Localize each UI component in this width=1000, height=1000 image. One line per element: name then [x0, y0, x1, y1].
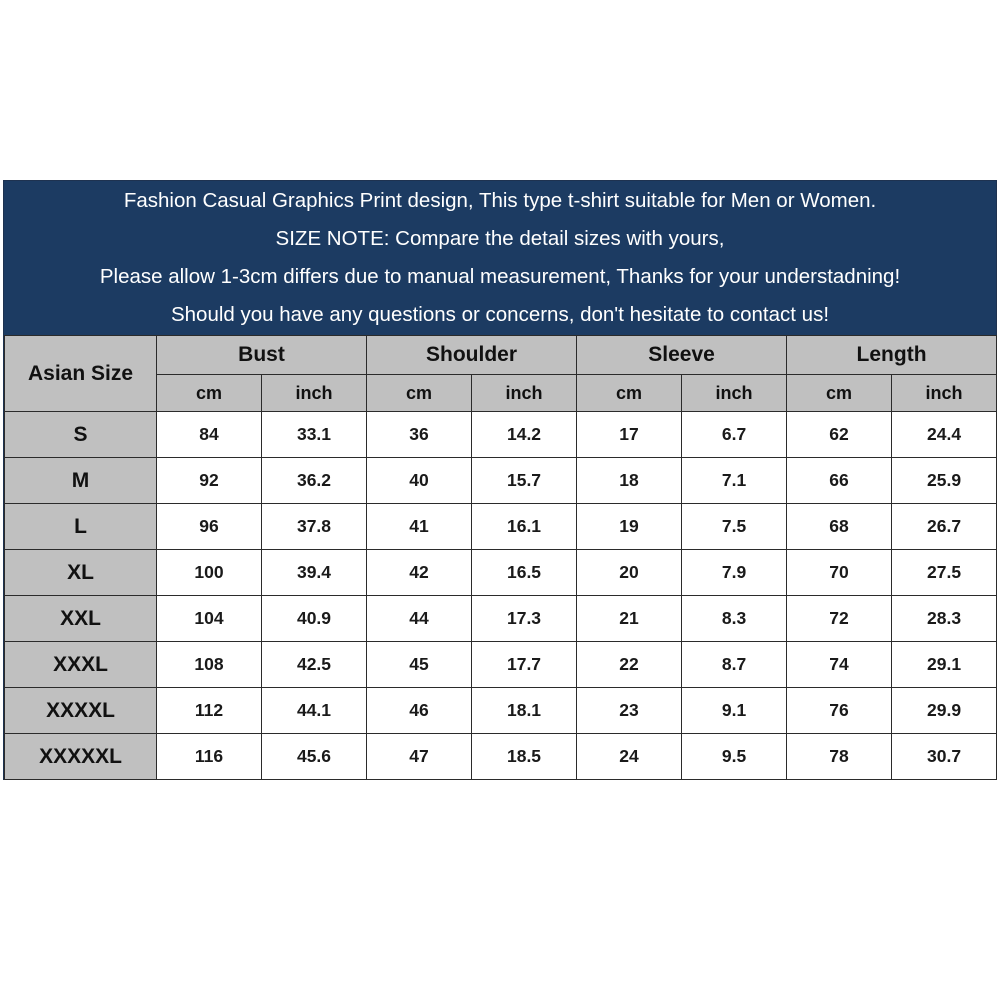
table-cell: 42.5 — [262, 642, 367, 688]
group-header-bust: Bust — [157, 336, 367, 375]
table-cell: 72 — [787, 596, 892, 642]
table-cell: 41 — [367, 504, 472, 550]
unit-header: inch — [472, 375, 577, 412]
group-header-row — [5, 336, 997, 375]
table-cell: 19 — [577, 504, 682, 550]
table-cell: 104 — [157, 596, 262, 642]
table-cell: 28.3 — [892, 596, 997, 642]
table-row — [5, 458, 997, 504]
table-cell: 42 — [367, 550, 472, 596]
table-cell: 18.5 — [472, 734, 577, 780]
table-row — [5, 642, 997, 688]
table-cell: 26.7 — [892, 504, 997, 550]
table-cell: 66 — [787, 458, 892, 504]
table-cell: 17.7 — [472, 642, 577, 688]
size-label: M — [5, 458, 157, 504]
size-label: XXXL — [5, 642, 157, 688]
table-cell: 8.3 — [682, 596, 787, 642]
unit-header: cm — [157, 375, 262, 412]
table-cell: 92 — [157, 458, 262, 504]
table-row — [5, 596, 997, 642]
table-cell: 29.9 — [892, 688, 997, 734]
table-cell: 18.1 — [472, 688, 577, 734]
table-cell: 29.1 — [892, 642, 997, 688]
table-cell: 45 — [367, 642, 472, 688]
table-cell: 70 — [787, 550, 892, 596]
table-cell: 100 — [157, 550, 262, 596]
table-cell: 39.4 — [262, 550, 367, 596]
table-cell: 18 — [577, 458, 682, 504]
table-cell: 40 — [367, 458, 472, 504]
unit-header: cm — [367, 375, 472, 412]
table-cell: 37.8 — [262, 504, 367, 550]
size-label: L — [5, 504, 157, 550]
size-label: XXXXXL — [5, 734, 157, 780]
table-cell: 21 — [577, 596, 682, 642]
table-cell: 14.2 — [472, 412, 577, 458]
table-cell: 17.3 — [472, 596, 577, 642]
size-table — [4, 335, 997, 780]
size-label: XXXXL — [5, 688, 157, 734]
table-cell: 20 — [577, 550, 682, 596]
table-cell: 6.7 — [682, 412, 787, 458]
table-cell: 45.6 — [262, 734, 367, 780]
unit-header: cm — [577, 375, 682, 412]
table-cell: 8.7 — [682, 642, 787, 688]
table-cell: 44.1 — [262, 688, 367, 734]
table-cell: 24 — [577, 734, 682, 780]
table-cell: 96 — [157, 504, 262, 550]
table-row — [5, 504, 997, 550]
table-cell: 116 — [157, 734, 262, 780]
group-header-length: Length — [787, 336, 997, 375]
table-cell: 76 — [787, 688, 892, 734]
group-header-shoulder: Shoulder — [367, 336, 577, 375]
table-cell: 16.5 — [472, 550, 577, 596]
banner-line-2: SIZE NOTE: Compare the detail sizes with yours, — [275, 227, 725, 250]
table-cell: 15.7 — [472, 458, 577, 504]
table-row — [5, 412, 997, 458]
table-row — [5, 688, 997, 734]
unit-header: inch — [682, 375, 787, 412]
table-cell: 108 — [157, 642, 262, 688]
table-cell: 25.9 — [892, 458, 997, 504]
table-row — [5, 550, 997, 596]
table-cell: 40.9 — [262, 596, 367, 642]
table-cell: 24.4 — [892, 412, 997, 458]
table-cell: 22 — [577, 642, 682, 688]
table-cell: 27.5 — [892, 550, 997, 596]
table-row — [5, 734, 997, 780]
size-label: S — [5, 412, 157, 458]
table-cell: 84 — [157, 412, 262, 458]
table-cell: 33.1 — [262, 412, 367, 458]
unit-header: inch — [892, 375, 997, 412]
asian-size-header: Asian Size — [5, 336, 157, 412]
unit-header: cm — [787, 375, 892, 412]
banner-line-1: Fashion Casual Graphics Print design, This type t-shirt suitable for Men or Women. — [123, 189, 877, 212]
unit-header: inch — [262, 375, 367, 412]
size-label: XXL — [5, 596, 157, 642]
table-cell: 112 — [157, 688, 262, 734]
table-cell: 36.2 — [262, 458, 367, 504]
size-label: XL — [5, 550, 157, 596]
table-cell: 36 — [367, 412, 472, 458]
table-cell: 23 — [577, 688, 682, 734]
info-banner — [4, 181, 996, 335]
table-cell: 74 — [787, 642, 892, 688]
banner-line-3: Please allow 1-3cm differs due to manual measurement, Thanks for your understadning! — [99, 265, 901, 288]
table-cell: 9.1 — [682, 688, 787, 734]
table-cell: 17 — [577, 412, 682, 458]
size-chart — [3, 180, 997, 780]
table-cell: 7.9 — [682, 550, 787, 596]
table-cell: 68 — [787, 504, 892, 550]
table-cell: 16.1 — [472, 504, 577, 550]
table-cell: 47 — [367, 734, 472, 780]
table-cell: 78 — [787, 734, 892, 780]
table-cell: 7.1 — [682, 458, 787, 504]
table-cell: 30.7 — [892, 734, 997, 780]
table-cell: 62 — [787, 412, 892, 458]
table-cell: 9.5 — [682, 734, 787, 780]
table-cell: 44 — [367, 596, 472, 642]
table-cell: 7.5 — [682, 504, 787, 550]
group-header-sleeve: Sleeve — [577, 336, 787, 375]
table-cell: 46 — [367, 688, 472, 734]
banner-line-4: Should you have any questions or concerns, don't hesitate to contact us! — [170, 303, 830, 326]
